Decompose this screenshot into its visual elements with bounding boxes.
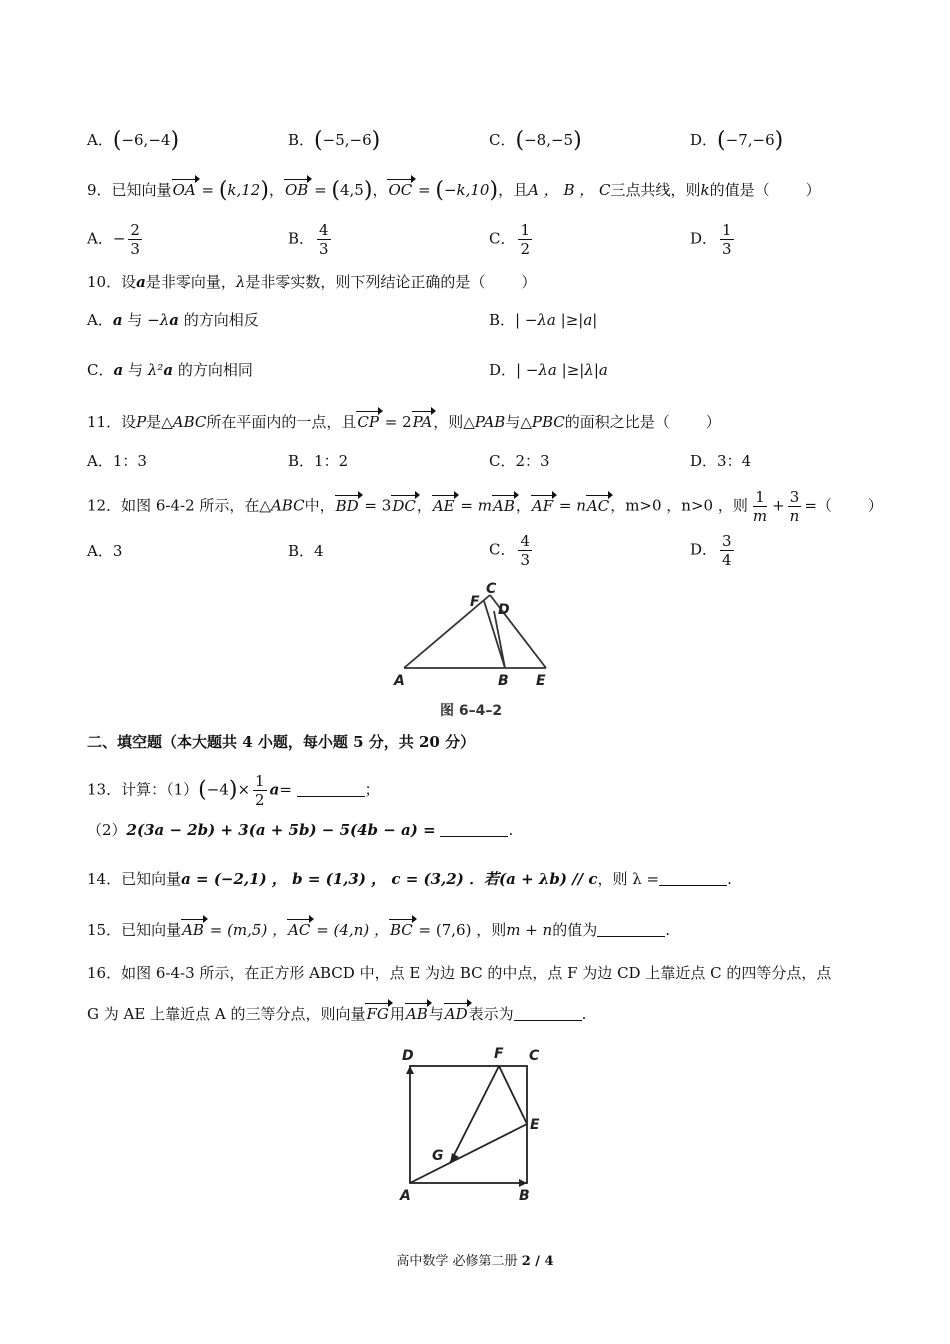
math-expression: (a + λb) // c: [499, 870, 598, 888]
fraction-denominator: 2: [520, 240, 531, 258]
option-label: A．: [87, 542, 113, 560]
question-14: [87, 869, 732, 889]
vector-dc: DC: [392, 496, 416, 515]
triangle-name: PAB: [474, 413, 506, 431]
vector-ab: AB: [492, 496, 515, 515]
question-text: .: [581, 1005, 587, 1023]
math-term: −4: [206, 780, 229, 799]
option-value: −5,−6: [322, 131, 372, 149]
question-text: 11．设: [87, 413, 137, 431]
question-text: 所在平面内的一点，且: [206, 413, 357, 431]
option-value: −7,−6: [725, 131, 775, 149]
option-label: D．: [690, 452, 718, 470]
option-expr: | −λa |≥|λ|a: [516, 361, 608, 379]
label-f: F: [494, 1046, 504, 1062]
option-label: D．: [690, 540, 718, 559]
question-16-line-2: [87, 1004, 586, 1024]
option-value: 4: [314, 542, 324, 560]
question-text: G 为 AE 上靠近点 A 的三等分点，则向量: [87, 1005, 366, 1023]
question-16-line-1: 16．如图 6-4-3 所示，在正方形 ABCD 中，点 E 为边 BC 的中点，点 F 为边 CD 上靠近点 C 的四等分点，点: [87, 964, 832, 982]
option-value: 2：3: [515, 452, 550, 470]
question-13: 13．计算：（1）(−4)× $\frac{1}{2}$ a= ；: [87, 772, 380, 809]
fraction-denominator: 3: [722, 240, 732, 258]
option-label: B．: [288, 229, 315, 248]
question-text: 14．已知向量: [87, 870, 182, 888]
label-d: D: [402, 1048, 414, 1064]
fraction-numerator: 3: [789, 488, 800, 506]
label-b: B: [519, 1188, 530, 1204]
label-e: E: [536, 673, 546, 689]
question-text: 10．设: [87, 273, 137, 291]
vector-ac: AC: [288, 921, 311, 939]
option-value: 1：2: [314, 452, 349, 470]
question-text: 是非零实数，则下列结论正确的是（: [245, 273, 486, 291]
plus: +: [772, 496, 785, 515]
vector-a: a: [113, 361, 124, 379]
question-text: =（: [804, 496, 832, 515]
fraction-denominator: m: [752, 507, 768, 525]
question-text: 的值为: [552, 921, 598, 939]
label-f: F: [470, 594, 480, 610]
answer-blank[interactable]: [514, 1006, 582, 1021]
option-expr: −λ: [147, 311, 170, 329]
vector-ob: OB: [284, 181, 309, 199]
option-label: C．: [489, 131, 516, 149]
vector-a: a: [136, 273, 146, 291]
q10-option-a: [87, 310, 259, 330]
q9-option-a: [87, 221, 145, 258]
question-text: ；: [364, 780, 380, 799]
fraction-numerator: 1: [255, 772, 265, 790]
vector-value: −k,10: [443, 181, 490, 199]
question-text: ，m>0 ，n>0 ，则: [610, 496, 748, 515]
arrowhead-ad: [406, 1066, 414, 1074]
option-text: 与: [128, 361, 144, 379]
equals: = m: [460, 496, 492, 515]
fraction-numerator: 2: [130, 221, 140, 239]
q9-option-d: [690, 221, 737, 258]
option-value: 3：4: [717, 452, 752, 470]
vector-ab: AB: [405, 1005, 428, 1023]
question-text: ）: [805, 181, 821, 199]
triangle-name: PBC: [531, 413, 565, 431]
vector-cp: CP: [357, 413, 379, 431]
fraction-denominator: 3: [520, 551, 531, 569]
q8-option-a: A．(−6,−4): [87, 128, 180, 153]
label-g: G: [432, 1148, 444, 1164]
label-c: C: [529, 1048, 540, 1064]
q12-option-a: [87, 541, 122, 561]
option-label: C．: [489, 540, 516, 559]
figure-6-4-2: [380, 575, 580, 725]
vector-oa: OA: [172, 181, 196, 199]
option-label: B．: [288, 542, 315, 560]
option-text: 与: [127, 311, 143, 329]
vector-fg: FG: [366, 1005, 389, 1023]
math-expression: 2(3a − 2b) + 3(a + 5b) − 5(4b − a) =: [126, 821, 436, 839]
option-value: −8,−5: [524, 131, 574, 149]
option-value: 1：3: [112, 452, 147, 470]
option-label: D．: [690, 229, 718, 248]
footer-text: 高中数学 必修第二册: [396, 1254, 518, 1269]
option-label: A．: [87, 131, 113, 149]
question-text: 15．已知向量: [87, 921, 182, 939]
option-label: A．: [87, 229, 113, 248]
fraction-numerator: 1: [722, 221, 732, 239]
vector-ad: AD: [444, 1005, 468, 1023]
question-text: 中，: [304, 496, 335, 515]
math-expression: m + n: [506, 921, 553, 939]
q12-option-c: [489, 532, 535, 569]
section-title: 二、填空题（本大题共 4 小题，每小题 5 分，共 20 分）: [87, 733, 476, 751]
question-number: 9．: [87, 181, 112, 199]
vector-value: = (7,6) ，则: [418, 921, 507, 939]
segment-fe: [499, 1066, 527, 1124]
option-value: 3: [112, 542, 123, 560]
question-text: .: [665, 921, 670, 939]
segment-fg: [450, 1066, 499, 1163]
label-a: A: [394, 673, 405, 689]
fraction-numerator: 4: [520, 532, 531, 550]
question-text: 表示为: [468, 1005, 514, 1023]
q8-option-b: B．(−5,−6): [288, 128, 381, 153]
times: ×: [237, 780, 251, 799]
question-text: （2）: [87, 821, 127, 839]
option-expr: λ²: [147, 361, 164, 379]
option-label: A．: [87, 311, 113, 329]
label-c: C: [486, 581, 497, 597]
question-13-part-2: [87, 820, 513, 840]
arrowhead-ab: [519, 1179, 527, 1187]
q10-option-b: [489, 310, 597, 330]
vector-oc: OC: [388, 181, 413, 199]
question-text: ，则 λ =: [597, 870, 660, 888]
fraction-numerator: 1: [520, 221, 531, 239]
point-p: P: [136, 413, 147, 431]
option-label: A．: [87, 452, 113, 470]
fraction-denominator: 4: [722, 551, 732, 569]
question-text: 与△: [505, 413, 532, 431]
page-footer: [0, 1250, 950, 1269]
segment-ae: [410, 1124, 527, 1183]
option-label: C．: [489, 452, 516, 470]
label-b: B: [498, 673, 509, 689]
label-a: A: [400, 1188, 411, 1204]
option-sign: −: [112, 229, 126, 248]
question-text: 是非零向量，: [145, 273, 236, 291]
vector-value: k,12: [227, 181, 261, 199]
vector-ab: AB: [182, 921, 204, 939]
q12-option-b: [288, 541, 324, 561]
equals: = n: [558, 496, 586, 515]
answer-blank[interactable]: [659, 871, 727, 886]
question-15: [87, 920, 670, 940]
fraction-denominator: 3: [130, 240, 140, 258]
vector-a: a: [163, 361, 174, 379]
q11-option-c: [489, 451, 550, 471]
question-text: 三点共线，则: [610, 181, 701, 199]
q12-option-d: [690, 532, 737, 569]
q9-option-c: [489, 221, 535, 258]
question-text: 的面积之比是（: [564, 413, 670, 431]
question-text: .: [508, 821, 514, 839]
question-12: 12．如图 6-4-2 所示，在△ABC中，BD = 3DC，AE = mAB，AF = nAC，m>0 ，n>0 ，则 $\frac{1}{m}$ + $\frac{3}{n}$ =（ ）: [87, 488, 883, 525]
fraction-denominator: 2: [255, 791, 265, 809]
question-text: 用: [389, 1005, 405, 1023]
equals: =: [279, 780, 292, 799]
label-d: D: [498, 602, 510, 618]
question-text: 是△: [146, 413, 173, 431]
vector-a: a: [169, 311, 179, 329]
question-text: ，则△: [433, 413, 475, 431]
page-number: 2 / 4: [521, 1254, 554, 1269]
q9-option-b: [288, 221, 334, 258]
question-text: ）: [521, 273, 537, 291]
question-text: 12．如图 6-4-2 所示，在△: [87, 496, 271, 515]
question-text: ）: [705, 413, 721, 431]
option-label: C．: [87, 361, 114, 379]
question-text: 已知向量: [111, 181, 172, 199]
q10-option-c: [87, 360, 253, 380]
equals: = 3: [364, 496, 392, 515]
option-label: C．: [489, 229, 516, 248]
question-text: .: [727, 870, 732, 888]
vector-ae: AE: [432, 496, 455, 515]
answer-blank[interactable]: [440, 822, 508, 837]
triangle-name: ABC: [270, 496, 305, 515]
fraction-numerator: 3: [722, 532, 732, 550]
option-label: B．: [288, 131, 315, 149]
vector-af: AF: [531, 496, 554, 515]
vector-bd: BD: [335, 496, 359, 515]
option-text: 的方向相反: [183, 311, 259, 329]
option-expr: | −λa |≥|a|: [515, 311, 598, 329]
variable: k: [700, 181, 710, 199]
q11-option-b: [288, 451, 348, 471]
option-label: B．: [288, 452, 315, 470]
vector-ac: AC: [586, 496, 610, 515]
vector-pa: PA: [412, 413, 433, 431]
option-label: B．: [489, 311, 516, 329]
q8-option-d: D．(−7,−6): [690, 128, 784, 153]
math-expression: a = (−2,1) ， b = (1,3) ， c = (3,2) ．若: [181, 870, 500, 888]
vector-a: a: [112, 311, 123, 329]
option-label: D．: [690, 131, 718, 149]
fraction-denominator: 3: [319, 240, 329, 258]
question-11: [87, 412, 721, 432]
question-text: 13．计算：（1）: [87, 780, 199, 799]
equals: = 2: [384, 413, 412, 431]
vector-a: a: [269, 780, 280, 799]
q8-option-c: C．(−8,−5): [489, 128, 582, 153]
question-10: [87, 272, 536, 292]
answer-blank[interactable]: [597, 922, 665, 937]
q11-option-a: [87, 451, 147, 471]
vector-bc: BC: [389, 921, 413, 939]
question-text: ，且: [498, 181, 529, 199]
question-9: 9．已知向量OA = (k,12)，OB = (4,5)，OC = (−k,10)，且A ， B ， C三点共线，则k的值是（ ）: [87, 178, 821, 203]
vector-value: = (m,5) ，: [209, 921, 288, 939]
points: A ， B ， C: [528, 181, 611, 199]
option-value: −6,−4: [121, 131, 171, 149]
figure-caption: 图 6–4–2: [440, 703, 503, 719]
fraction-denominator: n: [789, 507, 800, 525]
q11-option-d: [690, 451, 751, 471]
option-text: 的方向相同: [177, 361, 253, 379]
q10-option-d: [489, 360, 608, 380]
question-text: 与: [428, 1005, 444, 1023]
fraction-numerator: 1: [755, 488, 765, 506]
question-text: 的值是（: [709, 181, 770, 199]
answer-blank[interactable]: [297, 782, 365, 797]
figure-6-4-3: [395, 1040, 565, 1210]
question-text: ）: [867, 496, 883, 515]
label-e: E: [530, 1117, 540, 1133]
option-label: D．: [489, 361, 517, 379]
triangle-name: ABC: [172, 413, 207, 431]
fraction-numerator: 4: [319, 221, 329, 239]
vector-value: = (4,n) ，: [316, 921, 389, 939]
vector-value: 4,5: [340, 181, 364, 199]
lambda: λ: [235, 273, 246, 291]
